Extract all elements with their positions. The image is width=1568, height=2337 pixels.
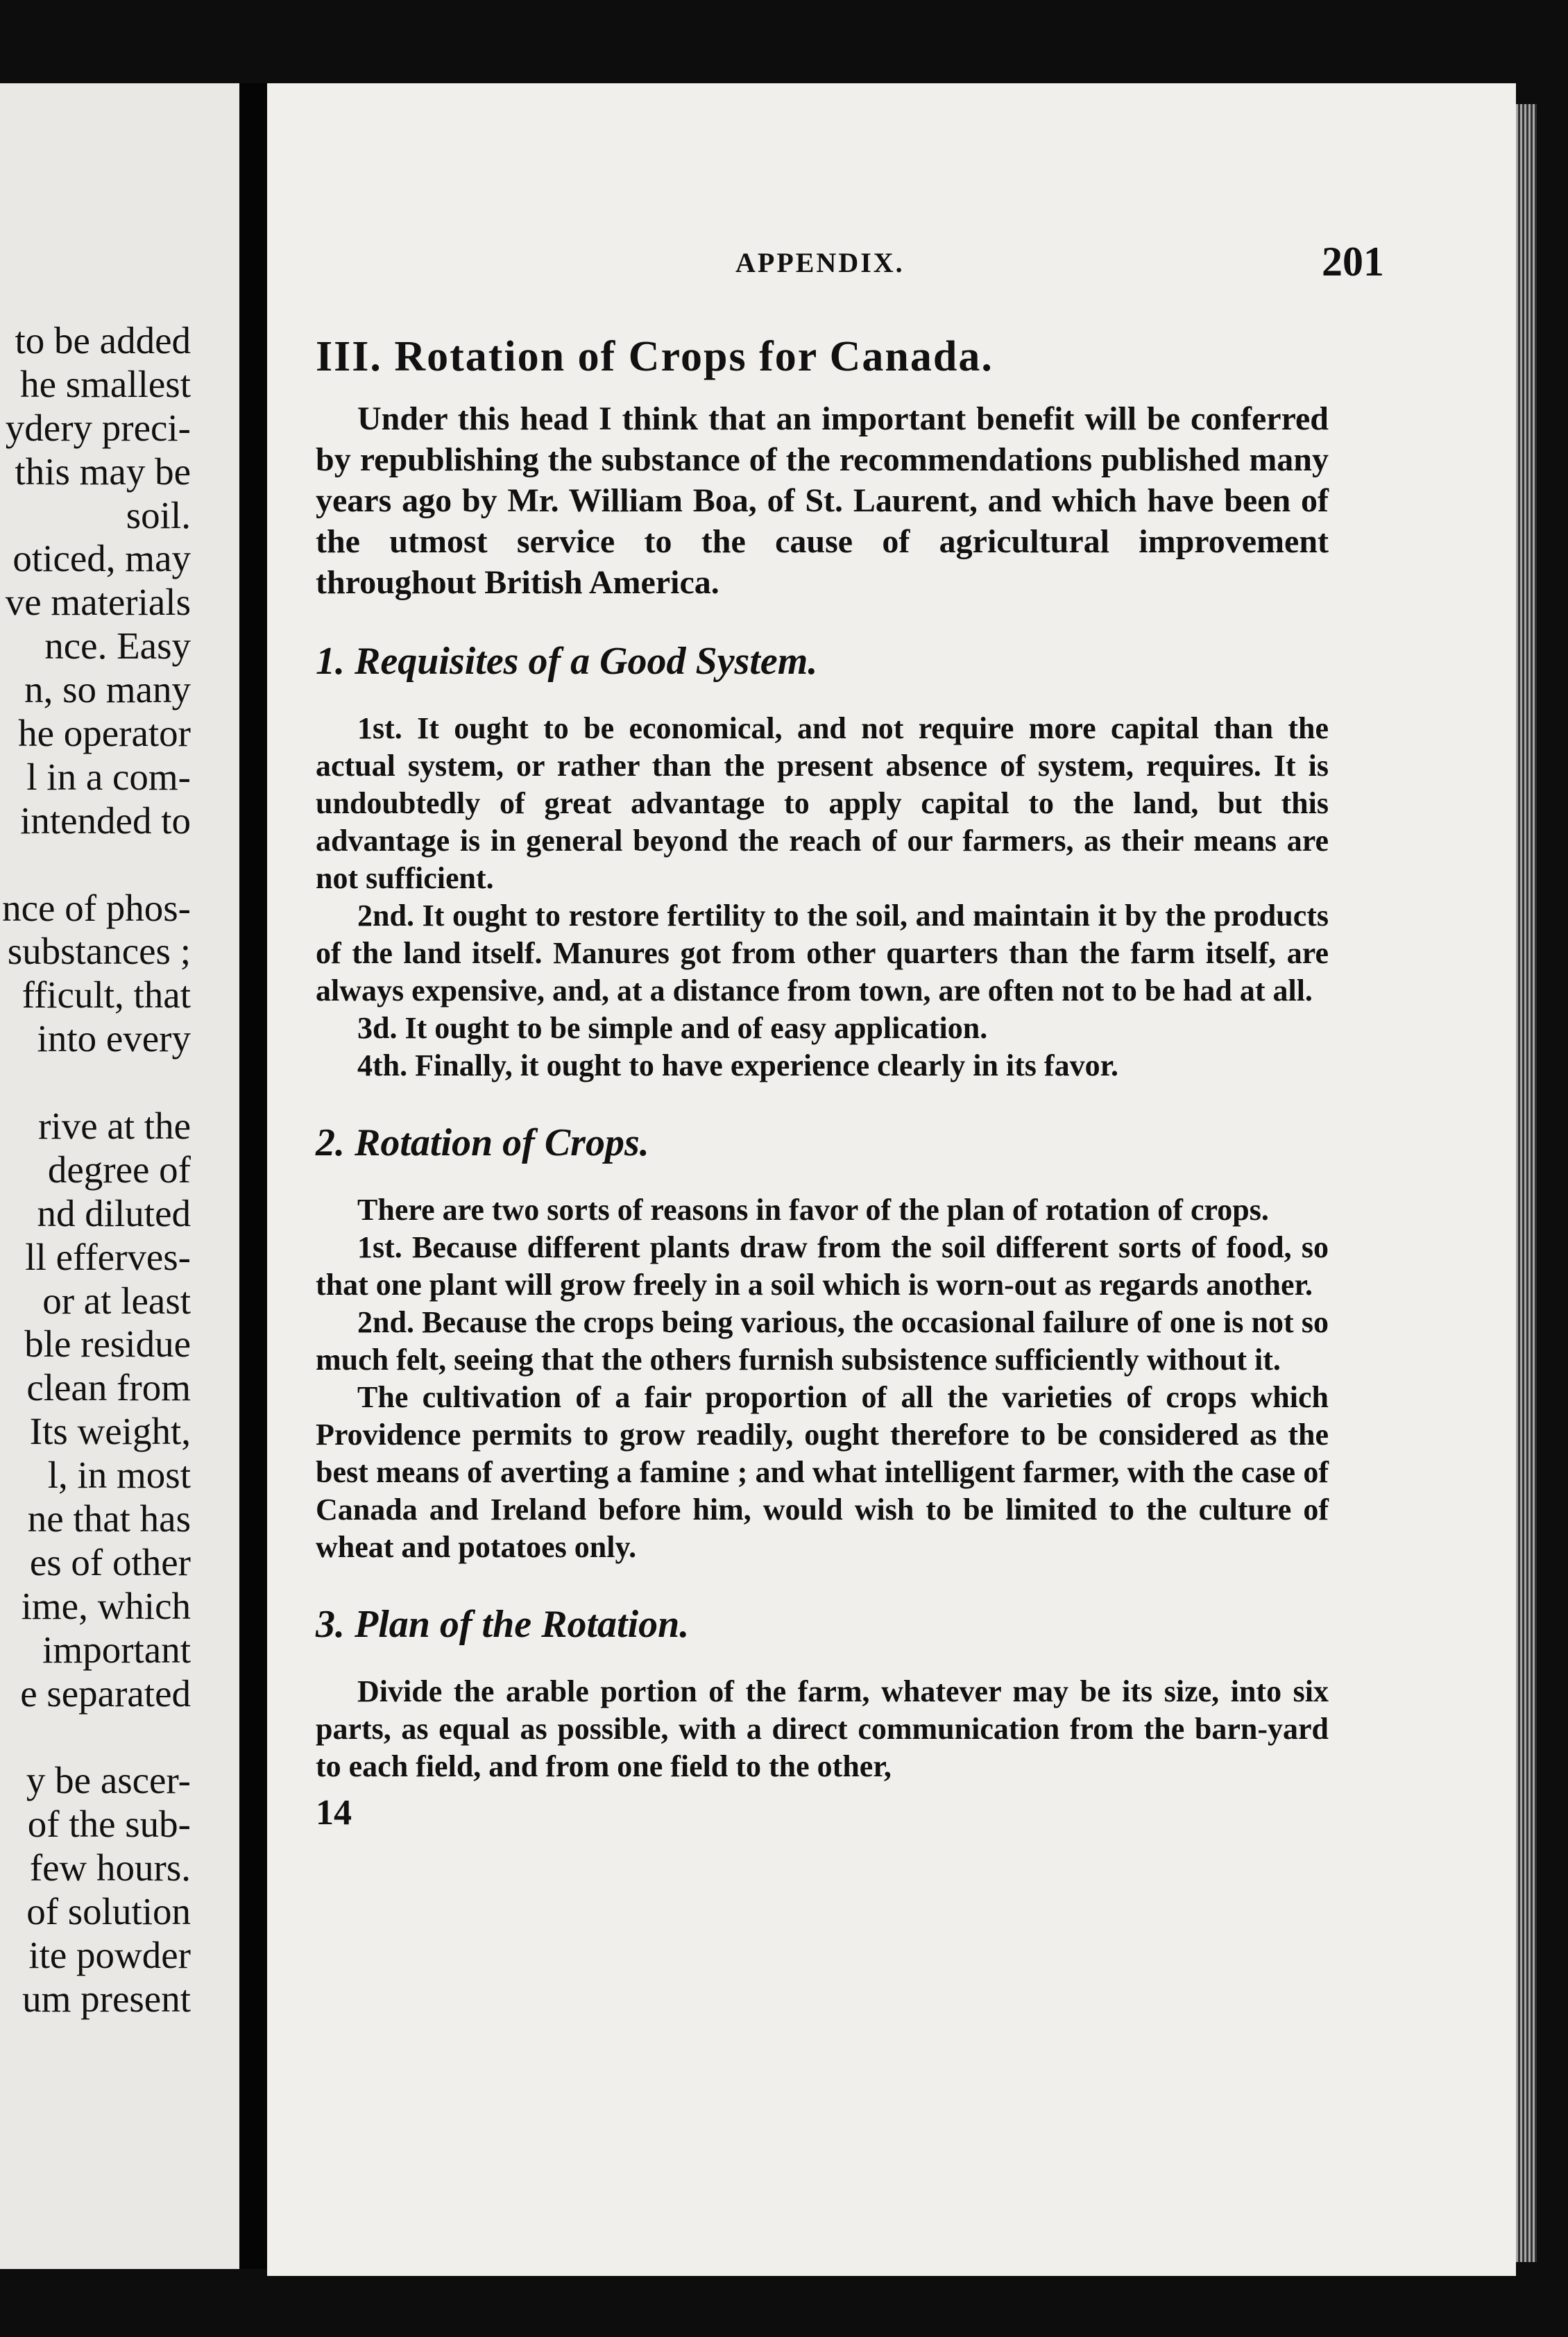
book-gutter (239, 83, 267, 2269)
left-page-line: degree of (47, 1148, 191, 1191)
left-page-line: soil. (126, 493, 191, 536)
requisite-1: 1st. It ought to be economical, and not require more capital than the actual system, or rather than the present absence of system, requires. It is undoubtedly of great advantage to apply capital to the land, but this advantage is in general beyond the reach of our farmers, as their means are not sufficient. (316, 711, 1329, 895)
left-page-line: y be ascer- (26, 1759, 191, 1802)
left-page-line: fficult, that (22, 974, 191, 1017)
left-page-line: to be added (15, 319, 191, 362)
signature-mark: 14 (316, 1793, 352, 1833)
right-page (267, 83, 1516, 2276)
rotation-reason-2: 2nd. Because the crops being various, the occasional failure of one is not so much felt, seeing that the others furnish subsistence sufficiently without it. (316, 1305, 1329, 1377)
left-page-line: substances ; (7, 930, 191, 973)
left-page-line: nce of phos- (2, 886, 191, 929)
left-page-line (2, 1061, 191, 1105)
subhead-requisites: 1. Requisites of a Good System. (316, 640, 818, 683)
left-page-line: or at least (42, 1279, 191, 1322)
left-page-text (2, 319, 191, 2021)
page-body (316, 333, 1329, 1833)
left-page-line: ll efferves- (25, 1235, 191, 1278)
left-page-line: ne that has (27, 1497, 191, 1540)
requisite-3: 3d. It ought to be simple and of easy application. (357, 1011, 988, 1045)
left-page-line: ble residue (24, 1323, 191, 1366)
page-number: 201 (1322, 239, 1384, 284)
left-page-line (2, 1716, 191, 1760)
left-page-line: rive at the (38, 1105, 191, 1148)
running-head: APPENDIX. (735, 247, 905, 278)
left-page-line: he smallest (20, 362, 191, 405)
subhead-rotation: 2. Rotation of Crops. (316, 1121, 649, 1164)
left-page-line: this may be (15, 450, 191, 493)
page-header (267, 239, 1516, 302)
rotation-paragraph: The cultivation of a fair proportion of all the varieties of crops which Providence permits to grow readily, ought therefore to be considered as the best means of averting a famine ; and what intelligent farmer, with the case of Canada and Ireland before him, would wish to be limited to the culture of wheat and potatoes only. (316, 1380, 1329, 1564)
left-page-line: few hours. (29, 1846, 191, 1889)
left-page-line: e separated (20, 1672, 191, 1715)
left-page-line: intended to (20, 799, 191, 842)
left-page-line: important (42, 1628, 191, 1671)
left-page-line: ite powder (28, 1933, 191, 1976)
left-page-line: n, so many (24, 668, 191, 711)
requisite-2: 2nd. It ought to restore fertility to the soil, and maintain it by the products of the land itself. Manures got from other quarters than the farm itself, are always expensive, and, at a distance from town, are often not to be had at all. (316, 899, 1329, 1008)
left-page-line: into every (37, 1017, 191, 1060)
left-page-line: es of other (29, 1540, 191, 1583)
left-page-line: ime, which (21, 1584, 191, 1627)
left-page-line: he operator (18, 712, 191, 755)
left-page-line: nd diluted (37, 1191, 191, 1234)
left-page (0, 83, 239, 2269)
left-page-line: oticed, may (12, 537, 191, 580)
left-page-line: nce. Easy (44, 624, 191, 668)
left-page-line: l, in most (47, 1454, 191, 1497)
left-page-line: um present (22, 1977, 191, 2020)
intro-paragraph: Under this head I think that an important benefit will be conferred by republishing the substance of the recommendations published many years ago by Mr. William Boa, of St. Laurent, and which have been of the utmost service to the cause of agricultural improvement throughout British America. (316, 400, 1329, 601)
page-edge (1516, 104, 1537, 2262)
left-page-line: l in a com- (26, 755, 191, 798)
rotation-reason-1: 1st. Because different plants draw from the soil different sorts of food, so that one plant will grow freely in a soil which is worn-out as regards another. (316, 1230, 1329, 1302)
section-title: III. Rotation of Crops for Canada. (316, 333, 994, 380)
left-page-line (2, 843, 191, 887)
left-page-line: of solution (26, 1890, 191, 1933)
left-page-line: clean from (26, 1366, 191, 1409)
left-page-line: Its weight, (29, 1410, 191, 1453)
plan-paragraph: Divide the arable portion of the farm, whatever may be its size, into six parts, as equal as possible, with a direct communication from the barn-yard to each field, and from one field to the other, (316, 1674, 1329, 1783)
left-page-line: ydery preci- (5, 406, 191, 449)
subhead-plan: 3. Plan of the Rotation. (316, 1603, 690, 1646)
rotation-intro: There are two sorts of reasons in favor of the plan of rotation of crops. (357, 1193, 1269, 1227)
left-page-line: of the sub- (27, 1803, 191, 1846)
left-page-line: ve materials (5, 581, 191, 624)
requisite-4: 4th. Finally, it ought to have experience clearly in its favor. (357, 1048, 1119, 1082)
